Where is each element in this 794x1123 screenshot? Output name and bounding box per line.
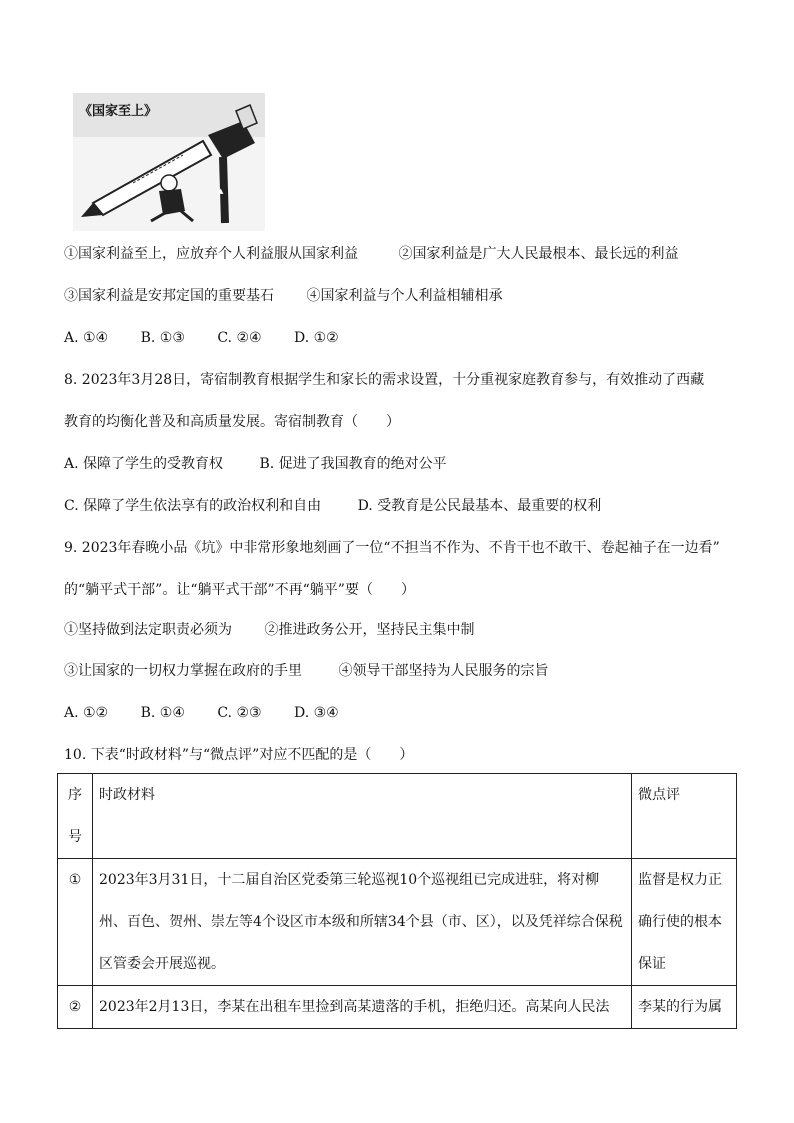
q7-choice-c: C. ②④ (217, 330, 262, 346)
q8-choice-b: B. 促进了我国教育的绝对公平 (259, 456, 447, 472)
q10-table (57, 773, 737, 1029)
q7-option-3: ③国家利益是安邦定国的重要基石 (64, 288, 274, 304)
cartoon-title: 《国家至上》 (79, 104, 158, 119)
q9-choice-d: D. ③④ (294, 705, 339, 721)
q9-choice-a: A. ①② (64, 705, 109, 721)
q7-option-2: ②国家利益是广大人民最根本、最长远的利益 (398, 246, 679, 262)
row-1-number: ① (58, 859, 93, 986)
q7-option-1: ①国家利益至上，应放弃个人利益服从国家利益 (64, 246, 358, 262)
header-material: 时政材料 (93, 774, 632, 859)
q9-option-4: ④领导干部坚持为人民服务的宗旨 (338, 663, 549, 679)
header-comment: 微点评 (632, 774, 737, 859)
row-1-comment: 监督是权力正确行使的根本保证 (632, 859, 737, 986)
q8-stem-line-2: 教育的均衡化普及和高质量发展。寄宿制教育（ ） (64, 414, 400, 430)
q8-choice-c: C. 保障了学生依法享有的政治权利和自由 (64, 498, 322, 514)
row-2-comment: 李某的行为属 (632, 986, 737, 1029)
q7-choice-d: D. ①② (294, 330, 339, 346)
q9-choice-c: C. ②③ (217, 705, 262, 721)
q8-choice-a: A. 保障了学生的受教育权 (64, 456, 224, 472)
cartoon-mark: ▲ (218, 187, 224, 195)
row-2-number: ② (58, 986, 93, 1029)
national-interest-cartoon (73, 93, 265, 231)
q9-stem-line-2: 的“躺平式干部”。让“躺平式干部”不再“躺平”要（ ） (64, 582, 415, 598)
table-header-row (58, 774, 737, 859)
table-row (58, 986, 737, 1029)
q8-stem-line-1: 8. 2023年3月28日，寄宿制教育根据学生和家长的需求设置，十分重视家庭教育参与，有效推动了西藏 (64, 372, 705, 388)
q10-stem: 10. 下表“时政材料”与“微点评”对应不匹配的是（ ） (64, 747, 414, 763)
table-row (58, 859, 737, 986)
q9-stem-line-1: 9. 2023年春晚小品《坑》中非常形象地刻画了一位“不担当不作为、不肯干也不敢干、卷起袖子在一边看” (64, 540, 720, 556)
q8-choice-d: D. 受教育是公民最基本、最重要的权利 (357, 498, 602, 514)
row-1-material: 2023年3月31日，十二届自治区党委第三轮巡视10个巡视组已完成进驻，将对柳州、百色、贺州、崇左等4个设区市本级和所辖34个县（市、区），以及凭祥综合保税区管委会开展巡视。 (93, 859, 632, 986)
q9-option-3: ③让国家的一切权力掌握在政府的手里 (64, 663, 302, 679)
header-number: 序号 (58, 774, 93, 859)
q7-choice-b: B. ①③ (140, 330, 185, 346)
q9-option-2: ②推进政务公开，坚持民主集中制 (264, 622, 475, 638)
row-2-material: 2023年2月13日，李某在出租车里捡到高某遗落的手机，拒绝归还。高某向人民法 (93, 986, 632, 1029)
q9-choice-b: B. ①④ (140, 705, 185, 721)
q7-option-4: ④国家利益与个人利益相辅相承 (306, 288, 503, 304)
q7-choice-a: A. ①④ (64, 330, 109, 346)
q9-option-1: ①坚持做到法定职责必须为 (64, 622, 232, 638)
